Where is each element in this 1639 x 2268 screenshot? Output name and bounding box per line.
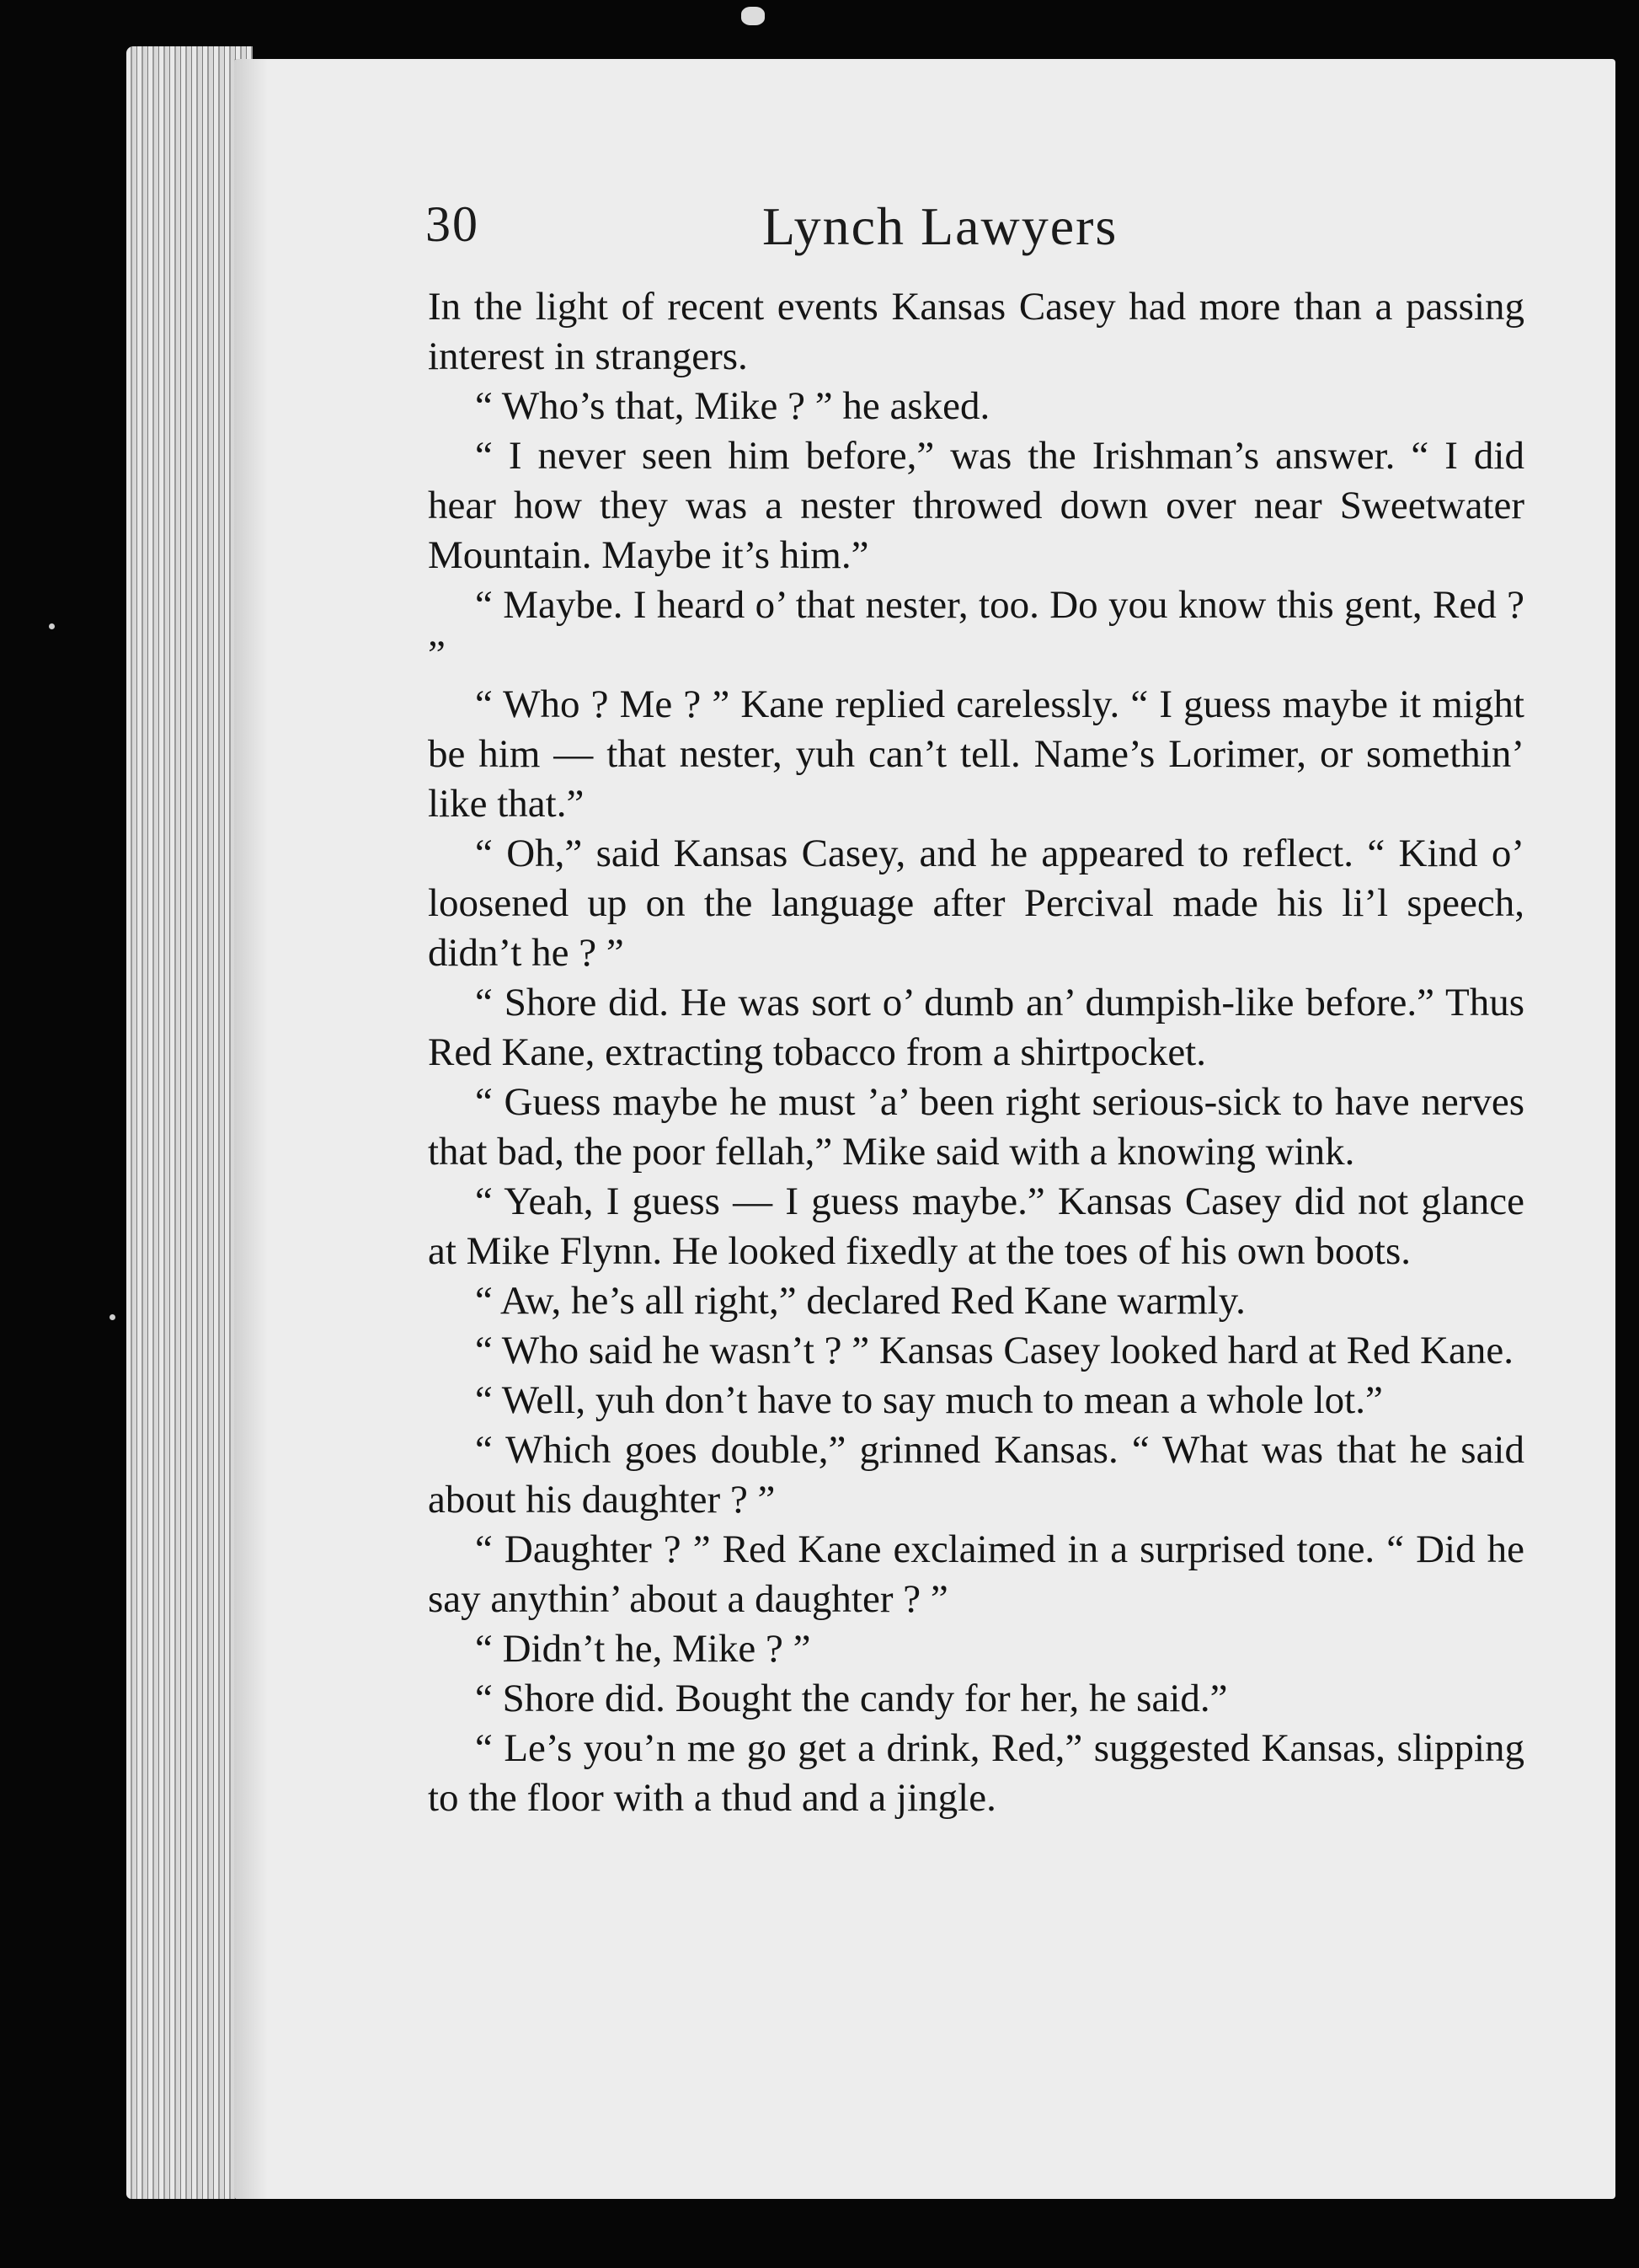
- paragraph: “ Who’s that, Mike ? ” he asked.: [475, 384, 990, 428]
- page-number: 30: [425, 196, 479, 252]
- paragraph: “ Well, yuh don’t have to say much to mean a whole lot.”: [475, 1378, 1383, 1422]
- page-header: [425, 195, 1529, 271]
- paragraph: “ Shore did. Bought the candy for her, he said.”: [475, 1677, 1228, 1720]
- paragraph: “ Le’s you’n me go get a drink, Red,” suggested Kansas, slipping to the floor with a thud and a jingle.: [428, 1726, 1524, 1820]
- paragraph: “ Yeah, I guess — I guess maybe.” Kansas Casey did not glance at Mike Flynn. He looked fixedly at the toes of his own boots.: [428, 1179, 1524, 1273]
- paragraph: “ Aw, he’s all right,” declared Red Kane warmly.: [475, 1279, 1246, 1323]
- paragraph: “ Shore did. He was sort o’ dumb an’ dumpish-like before.” Thus Red Kane, extracting tobacco from a shirtpocket.: [428, 981, 1524, 1074]
- paragraph: “ Daughter ? ” Red Kane exclaimed in a surprised tone. “ Did he say anythin’ about a daughter ? ”: [428, 1527, 1524, 1621]
- scan-dust: [109, 1314, 115, 1320]
- paragraph: “ Which goes double,” grinned Kansas. “ What was that he said about his daughter ? ”: [428, 1428, 1524, 1522]
- scan-dust: [49, 623, 55, 629]
- paragraph: In the light of recent events Kansas Casey had more than a passing interest in strangers.: [428, 285, 1524, 378]
- paragraph: “ Who said he wasn’t ? ” Kansas Casey looked hard at Red Kane.: [475, 1329, 1514, 1372]
- body-text: [428, 282, 1524, 1823]
- paragraph: “ Oh,” said Kansas Casey, and he appeared to reflect. “ Kind o’ loosened up on the language after Percival made his li’l speech, didn’t he ? ”: [428, 832, 1524, 975]
- paragraph: “ Guess maybe he must ’a’ been right serious-sick to have nerves that bad, the poor fellah,” Mike said with a knowing wink.: [428, 1080, 1524, 1174]
- paragraph: “ I never seen him before,” was the Irishman’s answer. “ I did hear how they was a nester throwed down over near Sweetwater Mountain. Maybe it’s him.”: [428, 434, 1524, 577]
- paragraph: “ Who ? Me ? ” Kane replied carelessly. “ I guess maybe it might be him — that nester, yuh can’t tell. Name’s Lorimer, or somethin’ like that.”: [428, 682, 1524, 826]
- paragraph: “ Maybe. I heard o’ that nester, too. Do you know this gent, Red ? ”: [428, 583, 1524, 677]
- running-title: Lynch Lawyers: [762, 196, 1118, 256]
- gutter-shadow: [234, 59, 268, 2199]
- paragraph: “ Didn’t he, Mike ? ”: [475, 1627, 811, 1671]
- scan-speck: [741, 7, 765, 25]
